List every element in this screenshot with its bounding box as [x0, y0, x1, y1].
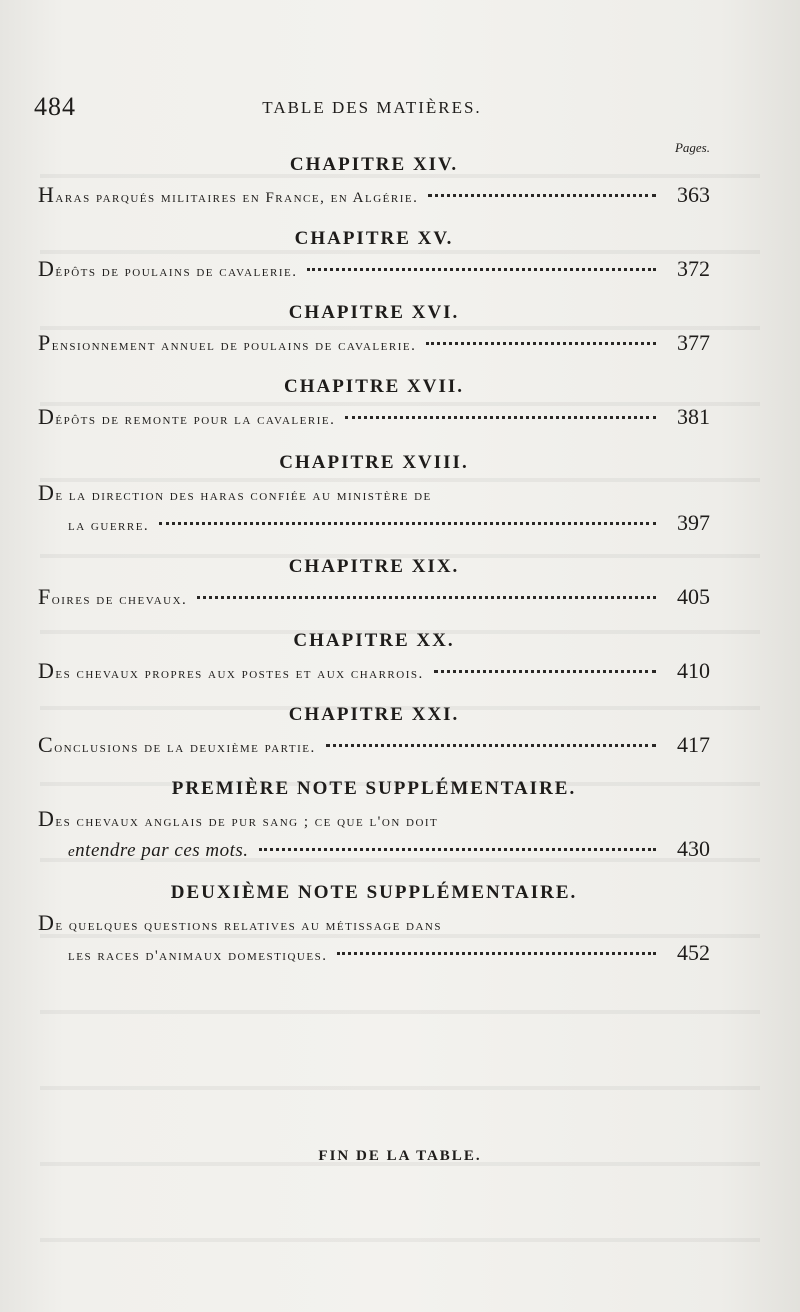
entry-title: Conclusions de la deuxième partie.: [38, 732, 316, 757]
note-heading: DEUXIÈME NOTE SUPPLÉMENTAIRE.: [170, 882, 578, 903]
pages-column-label: Pages.: [674, 140, 710, 155]
chapter-heading: CHAPITRE XVII.: [283, 376, 465, 397]
leader-dots: [326, 744, 656, 747]
leader-dots: [428, 194, 656, 197]
toc-entry[interactable]: [38, 180, 710, 210]
entry-page: 381: [677, 404, 710, 429]
table-of-contents: [38, 150, 710, 968]
chapter-heading: CHAPITRE XV.: [294, 228, 454, 249]
chapter-heading: CHAPITRE XIV.: [289, 154, 459, 175]
chapter-heading: CHAPITRE XXI.: [288, 704, 460, 725]
toc-entry[interactable]: [38, 908, 710, 968]
toc-entry[interactable]: [38, 804, 710, 864]
entry-title: Pensionnement annuel de poulains de cavalerie.: [38, 330, 417, 355]
toc-entry[interactable]: [38, 730, 710, 760]
entry-title: Des chevaux propres aux postes et aux charrois.: [38, 658, 424, 683]
end-of-table: FIN DE LA TABLE.: [318, 1148, 482, 1164]
leader-dots: [307, 268, 656, 271]
entry-title: Des chevaux anglais de pur sang ; ce que l'on doit: [38, 806, 439, 831]
page-number: 484: [34, 92, 76, 121]
entry-title-continued: la guerre.: [68, 518, 150, 534]
leader-dots: [426, 342, 656, 345]
entry-title-continued: les races d'animaux domestiques.: [68, 948, 328, 964]
toc-entry[interactable]: [38, 328, 710, 358]
toc-entry[interactable]: [38, 402, 710, 432]
leader-dots: [159, 522, 656, 525]
toc-entry[interactable]: [38, 478, 710, 538]
entry-title-continued: entendre par ces mots.: [68, 840, 249, 861]
entry-page: 430: [677, 836, 710, 861]
entry-title: Haras parqués militaires en France, en Algérie.: [38, 182, 419, 207]
entry-page: 417: [677, 732, 710, 757]
entry-title: Foires de chevaux.: [38, 584, 188, 609]
entry-page: 377: [677, 330, 710, 355]
entry-page: 410: [677, 658, 710, 683]
leader-dots: [345, 416, 656, 419]
leader-dots: [197, 596, 656, 599]
leader-dots: [259, 848, 656, 851]
running-title: TABLE DES MATIÈRES.: [262, 98, 482, 117]
entry-title: Dépôts de poulains de cavalerie.: [38, 256, 298, 281]
chapter-heading: CHAPITRE XVIII.: [279, 452, 469, 473]
toc-entry[interactable]: [38, 254, 710, 284]
chapter-heading: CHAPITRE XVI.: [288, 302, 460, 323]
chapter-heading: CHAPITRE XX.: [293, 630, 455, 651]
toc-entry[interactable]: [38, 656, 710, 686]
entry-page: 372: [677, 256, 710, 281]
entry-title: De la direction des haras confiée au ministère de: [38, 480, 432, 505]
entry-title: De quelques questions relatives au métissage dans: [38, 910, 442, 935]
chapter-heading: CHAPITRE XIX.: [288, 556, 460, 577]
entry-page: 405: [677, 584, 710, 609]
leader-dots: [337, 952, 656, 955]
note-heading: PREMIÈRE NOTE SUPPLÉMENTAIRE.: [171, 778, 577, 799]
running-head: [34, 92, 710, 155]
entry-page: 397: [677, 510, 710, 535]
entry-page: 363: [677, 182, 710, 207]
leader-dots: [434, 670, 656, 673]
toc-entry[interactable]: [38, 582, 710, 612]
entry-title: Dépôts de remonte pour la cavalerie.: [38, 404, 336, 429]
entry-page: 452: [677, 940, 710, 965]
